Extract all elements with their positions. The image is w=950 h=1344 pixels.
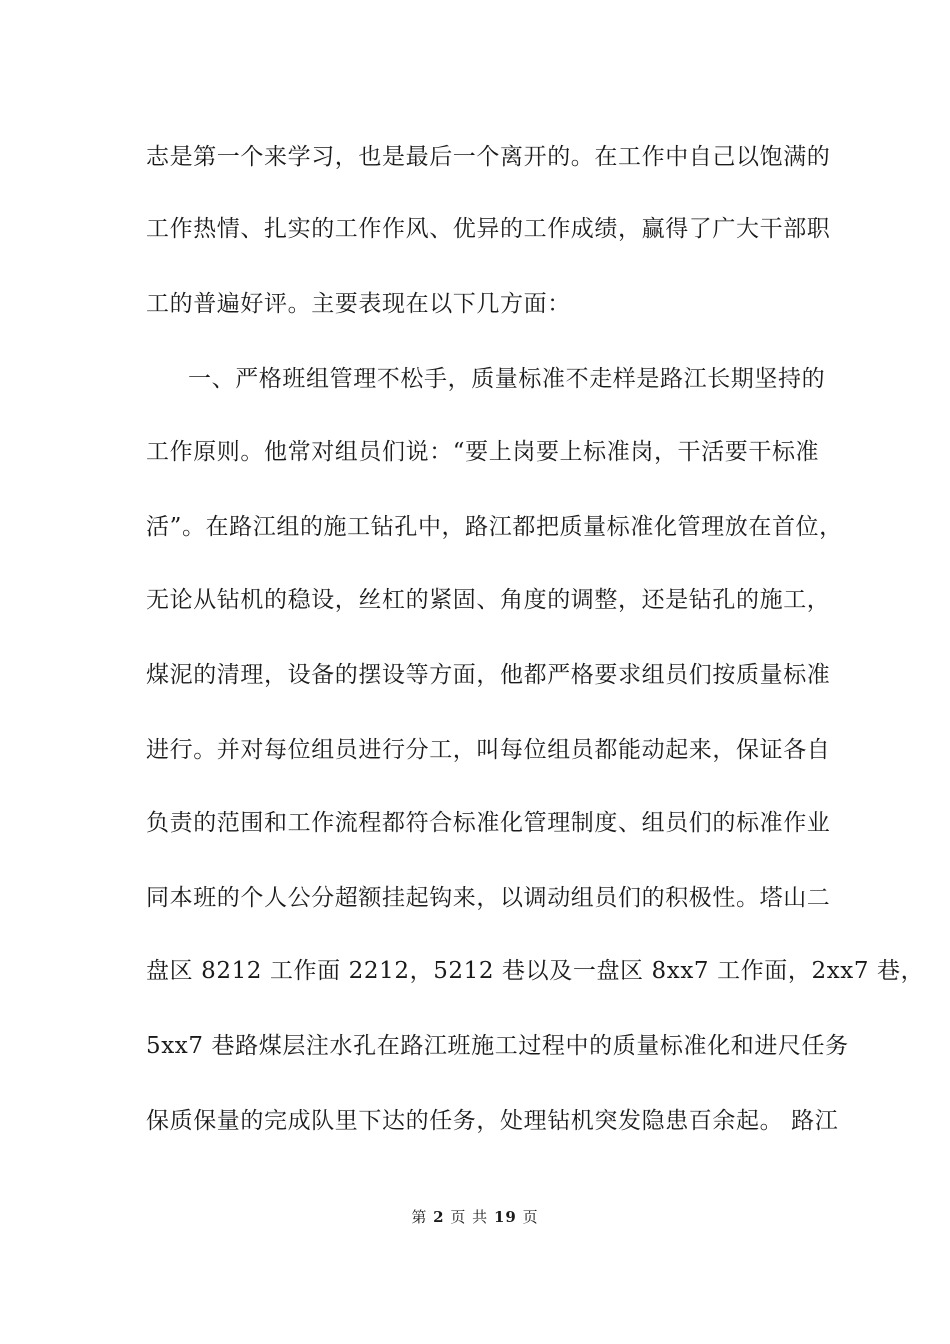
text-line: 5xx7 巷路煤层注水孔在路江班施工过程中的质量标准化和进尺任务 bbox=[146, 1033, 849, 1059]
text-line: 无论从钻机的稳设，丝杠的紧固、角度的调整，还是钻孔的施工， bbox=[146, 587, 831, 613]
text-line: 盘区 8212 工作面 2212，5212 巷以及一盘区 8xx7 工作面，2xx7 巷， bbox=[146, 958, 925, 984]
total-page-count: 19 bbox=[493, 1208, 517, 1226]
text-line: 工的普遍好评。主要表现在以下几方面： bbox=[146, 291, 571, 317]
footer-middle: 页 共 bbox=[450, 1208, 489, 1226]
text-line: 负责的范围和工作流程都符合标准化管理制度、组员们的标准作业 bbox=[146, 810, 831, 836]
footer-prefix: 第 bbox=[411, 1208, 428, 1226]
text-line: 煤泥的清理，设备的摆设等方面，他都严格要求组员们按质量标准 bbox=[146, 662, 831, 688]
text-line: 同本班的个人公分超额挂起钩来，以调动组员们的积极性。塔山二 bbox=[146, 885, 831, 911]
paragraph-first-line: 一、严格班组管理不松手，质量标准不走样是路江长期坚持的 bbox=[188, 366, 826, 392]
footer-suffix: 页 bbox=[522, 1208, 539, 1226]
text-line: 进行。并对每位组员进行分工，叫每位组员都能动起来，保证各自 bbox=[146, 737, 831, 763]
page-footer bbox=[0, 1207, 950, 1227]
current-page-number: 2 bbox=[433, 1208, 445, 1226]
text-line: 工作原则。他常对组员们说：“要上岗要上标准岗，干活要干标准 bbox=[146, 439, 820, 465]
text-line: 工作热情、扎实的工作作风、优异的工作成绩，赢得了广大干部职 bbox=[146, 216, 831, 242]
text-line: 保质保量的完成队里下达的任务，处理钻机突发隐患百余起。 路江 bbox=[146, 1108, 839, 1134]
text-line: 志是第一个来学习，也是最后一个离开的。在工作中自己以饱满的 bbox=[146, 144, 831, 170]
text-line: 活”。在路江组的施工钻孔中，路江都把质量标准化管理放在首位， bbox=[146, 514, 843, 540]
